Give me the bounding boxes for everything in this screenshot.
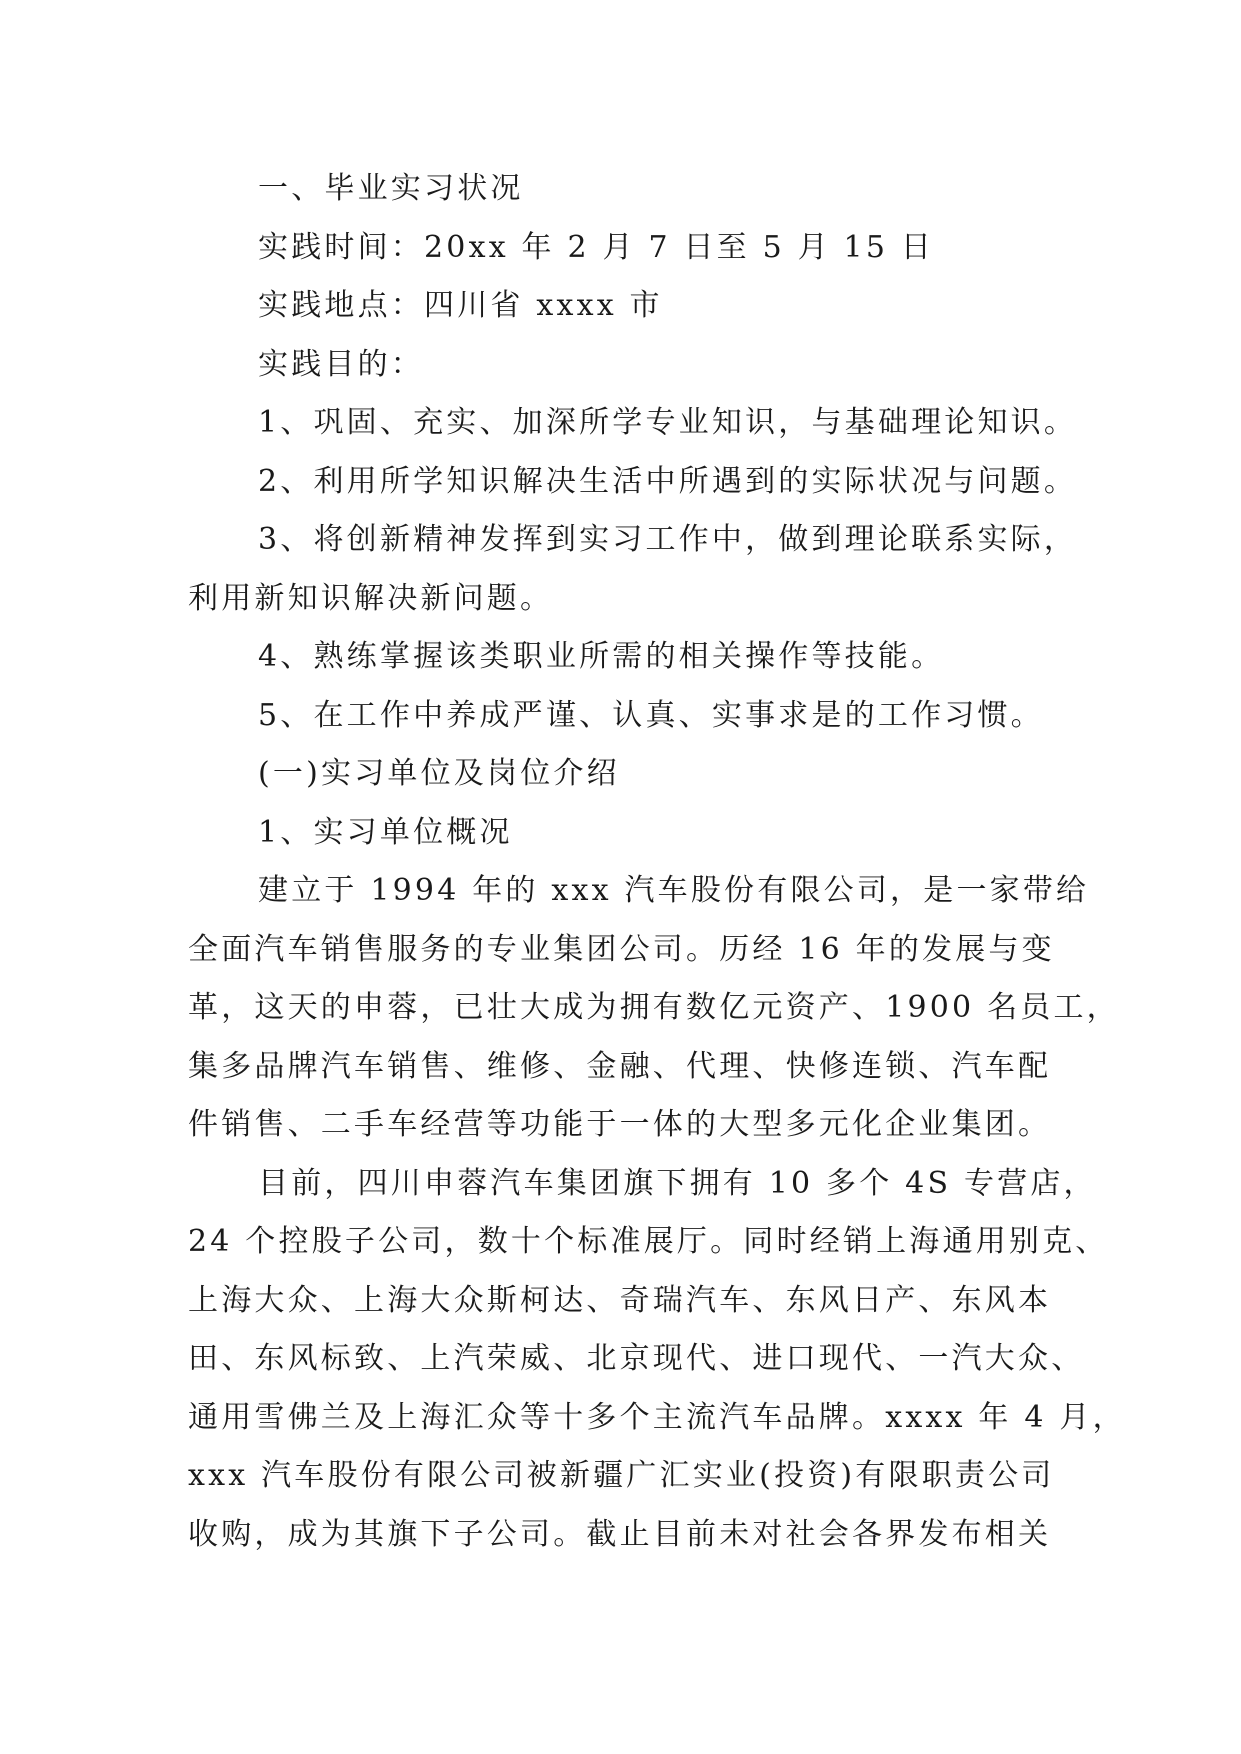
paragraph-2-line: 田、东风标致、上汽荣威、北京现代、进口现代、一汽大众、 [188, 1341, 1085, 1376]
purpose-item-3-continued: 利用新知识解决新问题。 [188, 580, 554, 616]
paragraph-1-line: 全面汽车销售服务的专业集团公司。历经 16 年的发展与变 [188, 931, 1055, 967]
paragraph-2-line: xxx 汽车股份有限公司被新疆广汇实业(投资)有限职责公司 [188, 1458, 1055, 1493]
paragraph-2-line: 目前，四川申蓉汽车集团旗下拥有 10 多个 4S 专营店， [258, 1165, 1097, 1201]
paragraph-1-line: 件销售、二手车经营等功能于一体的大型多元化企业集团。 [188, 1107, 1052, 1142]
purpose-item-2: 2、利用所学知识解决生活中所遇到的实际状况与问题。 [258, 463, 1078, 499]
practice-purpose-label: 实践目的： [258, 346, 424, 382]
purpose-item-4: 4、熟练掌握该类职业所需的相关操作等技能。 [258, 639, 945, 674]
practice-time: 实践时间：20xx 年 2 月 7 日至 5 月 15 日 [258, 229, 935, 265]
practice-place: 实践地点：四川省 xxxx 市 [258, 288, 663, 323]
purpose-item-3: 3、将创新精神发挥到实习工作中，做到理论联系实际， [258, 522, 1078, 557]
subsection-title: 1、实习单位概况 [258, 814, 513, 850]
paragraph-1-line: 革，这天的申蓉，已壮大成为拥有数亿元资产、1900 名员工， [188, 990, 1120, 1025]
paragraph-2-line: 通用雪佛兰及上海汇众等十多个主流汽车品牌。xxxx 年 4 月， [188, 1399, 1126, 1435]
section-heading: 一、毕业实习状况 [258, 171, 524, 206]
paragraph-2-line: 收购，成为其旗下子公司。截止目前未对社会各界发布相关 [188, 1516, 1052, 1552]
paragraph-2-line: 24 个控股子公司，数十个标准展厅。同时经销上海通用别克、 [188, 1224, 1109, 1259]
section-title: (一)实习单位及岗位介绍 [258, 756, 620, 791]
document-body [188, 160, 1126, 1564]
paragraph-1-line: 建立于 1994 年的 xxx 汽车股份有限公司，是一家带给 [258, 873, 1090, 908]
paragraph-1-line: 集多品牌汽车销售、维修、金融、代理、快修连锁、汽车配 [188, 1048, 1052, 1084]
purpose-item-5: 5、在工作中养成严谨、认真、实事求是的工作习惯。 [258, 697, 1044, 733]
purpose-item-1: 1、巩固、充实、加深所学专业知识，与基础理论知识。 [258, 405, 1078, 440]
paragraph-2-line: 上海大众、上海大众斯柯达、奇瑞汽车、东风日产、东风本 [188, 1282, 1052, 1318]
